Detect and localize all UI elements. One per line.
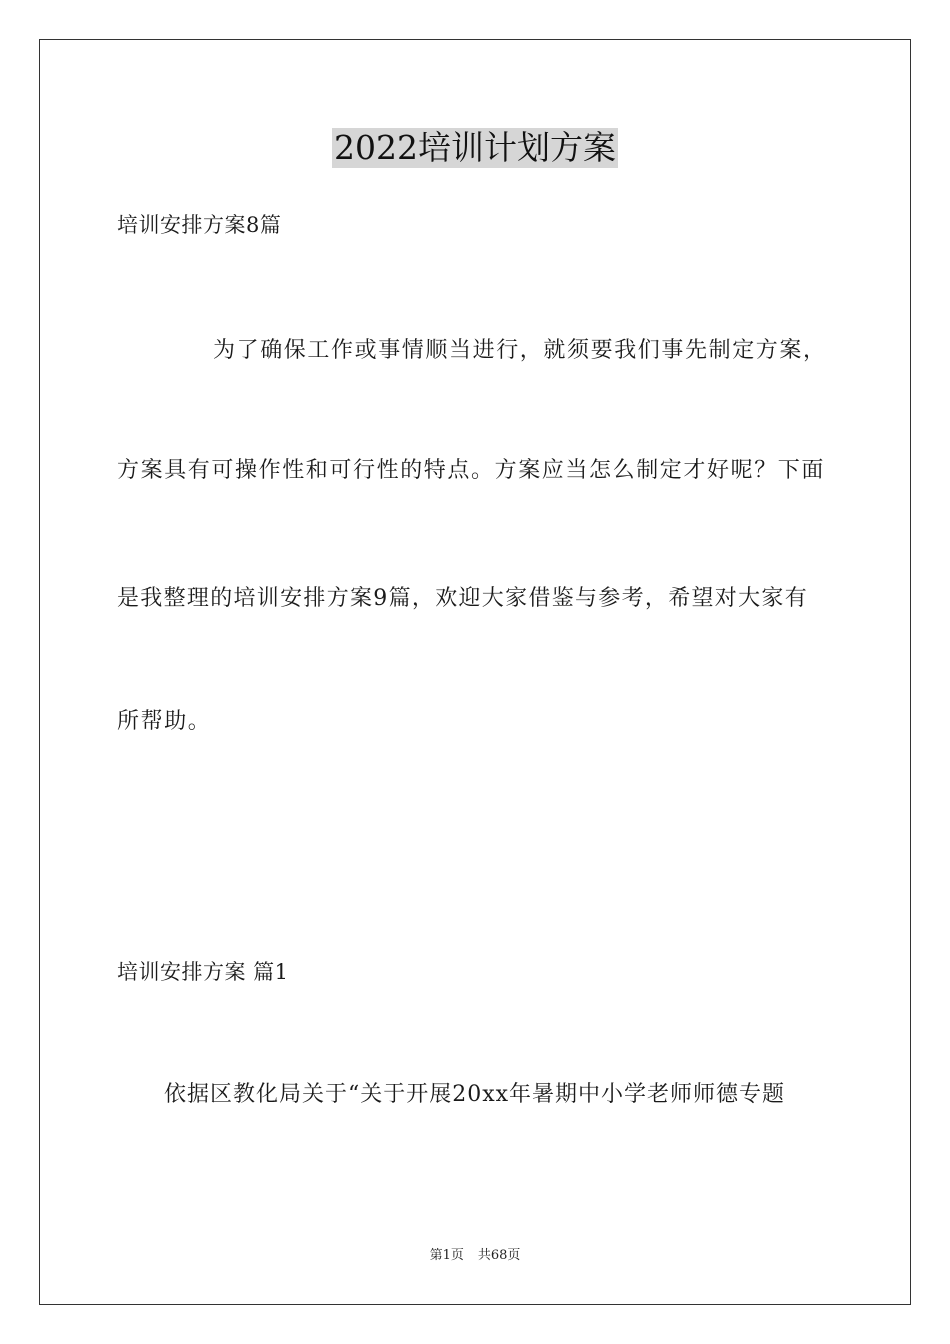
page-total: 共68页 — [477, 1248, 521, 1263]
document-title: 2022培训计划方案 — [334, 128, 616, 167]
section-paragraph-line: 依据区教化局关于“关于开展20xx年暑期中小学老师师德专题 — [164, 1082, 786, 1107]
intro-paragraph-line: 所帮助。 — [117, 709, 212, 734]
document-subtitle: 培训安排方案8篇 — [117, 213, 282, 237]
intro-paragraph-line: 方案具有可操作性和可行性的特点。方案应当怎么制定才好呢？下面 — [117, 458, 826, 483]
intro-paragraph-line: 为了确保工作或事情顺当进行，就须要我们事先制定方案， — [213, 338, 827, 363]
page-footer — [0, 1247, 950, 1265]
title-container — [0, 128, 950, 168]
intro-paragraph-line: 是我整理的培训安排方案9篇，欢迎大家借鉴与参考，希望对大家有 — [117, 586, 808, 611]
section-heading: 培训安排方案 篇1 — [117, 960, 289, 984]
page-number: 第1页 — [429, 1248, 464, 1263]
